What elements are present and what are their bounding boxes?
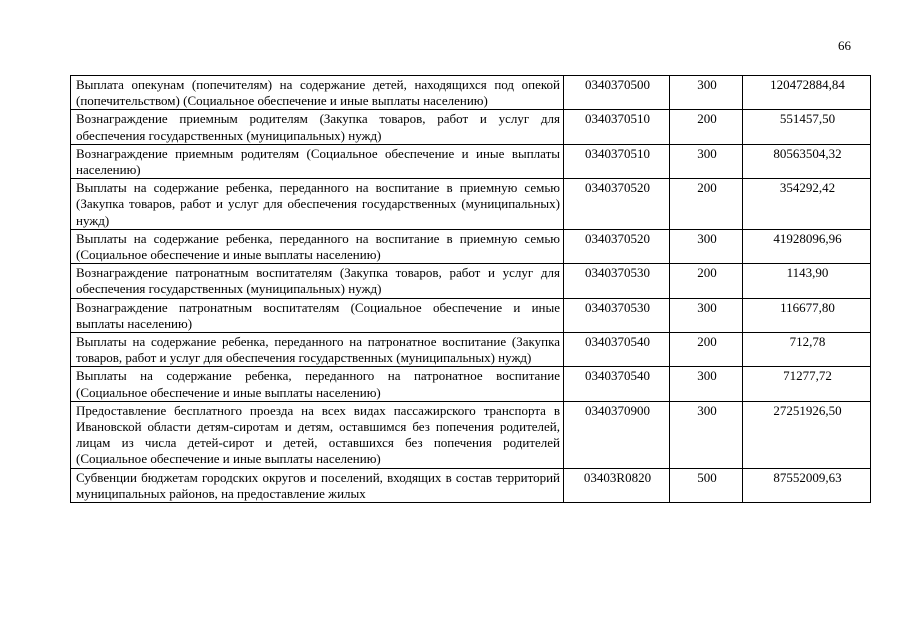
row-description: Предоставление бесплатного проезда на всех видах пассажирского транспорта в Ивановской области детям-сиротам и детям, оставшимся без попечения родителей, лицам из числа детей-сирот и детей, оставшихся без попечения родителей (Социальное обеспечение и иные выплаты населению) bbox=[71, 401, 564, 468]
row-description: Вознаграждение приемным родителям (Социальное обеспечение и иные выплаты населению) bbox=[71, 144, 564, 178]
table-row bbox=[71, 401, 871, 468]
row-description: Выплаты на содержание ребенка, переданного на патронатное воспитание (Социальное обеспечение и иные выплаты населению) bbox=[71, 367, 564, 401]
table-row bbox=[71, 298, 871, 332]
row-amount: 27251926,50 bbox=[743, 401, 871, 468]
row-expense-type: 300 bbox=[670, 144, 743, 178]
row-amount: 354292,42 bbox=[743, 179, 871, 230]
row-code: 0340370500 bbox=[564, 76, 670, 110]
row-amount: 41928096,96 bbox=[743, 229, 871, 263]
row-code: 0340370510 bbox=[564, 144, 670, 178]
row-expense-type: 200 bbox=[670, 264, 743, 298]
row-code: 0340370540 bbox=[564, 333, 670, 367]
row-amount: 80563504,32 bbox=[743, 144, 871, 178]
row-description: Выплаты на содержание ребенка, переданного на воспитание в приемную семью (Социальное обеспечение и иные выплаты населению) bbox=[71, 229, 564, 263]
row-expense-type: 200 bbox=[670, 179, 743, 230]
budget-table bbox=[70, 75, 871, 503]
row-expense-type: 300 bbox=[670, 229, 743, 263]
row-amount: 71277,72 bbox=[743, 367, 871, 401]
row-amount: 551457,50 bbox=[743, 110, 871, 144]
row-expense-type: 300 bbox=[670, 401, 743, 468]
row-description: Вознаграждение патронатным воспитателям (Закупка товаров, работ и услуг для обеспечения государственных (муниципальных) нужд) bbox=[71, 264, 564, 298]
table-row bbox=[71, 264, 871, 298]
row-code: 0340370900 bbox=[564, 401, 670, 468]
row-description: Выплаты на содержание ребенка, переданного на патронатное воспитание (Закупка товаров, работ и услуг для обеспечения государственных (муниципальных) нужд) bbox=[71, 333, 564, 367]
row-expense-type: 200 bbox=[670, 333, 743, 367]
row-amount: 712,78 bbox=[743, 333, 871, 367]
table-row bbox=[71, 229, 871, 263]
table-row bbox=[71, 468, 871, 502]
row-code: 0340370520 bbox=[564, 179, 670, 230]
row-amount: 116677,80 bbox=[743, 298, 871, 332]
row-code: 0340370520 bbox=[564, 229, 670, 263]
table-row bbox=[71, 333, 871, 367]
row-description: Выплаты на содержание ребенка, переданного на воспитание в приемную семью (Закупка товаров, работ и услуг для обеспечения государственных (муниципальных) нужд) bbox=[71, 179, 564, 230]
row-code: 03403R0820 bbox=[564, 468, 670, 502]
table-row bbox=[71, 144, 871, 178]
row-amount: 87552009,63 bbox=[743, 468, 871, 502]
row-code: 0340370530 bbox=[564, 264, 670, 298]
page-number: 66 bbox=[838, 38, 851, 53]
row-description: Выплата опекунам (попечителям) на содержание детей, находящихся под опекой (попечительством) (Социальное обеспечение и иные выплаты населению) bbox=[71, 76, 564, 110]
row-expense-type: 200 bbox=[670, 110, 743, 144]
table-row bbox=[71, 110, 871, 144]
row-amount: 1143,90 bbox=[743, 264, 871, 298]
row-amount: 120472884,84 bbox=[743, 76, 871, 110]
table-row bbox=[71, 367, 871, 401]
row-description-text: Субвенции бюджетам городских округов и поселений, входящих в состав территорий муниципальных районов, на предоставление жилых bbox=[76, 469, 560, 501]
table-row bbox=[71, 76, 871, 110]
row-description: Вознаграждение патронатным воспитателям (Социальное обеспечение и иные выплаты населению) bbox=[71, 298, 564, 332]
row-code: 0340370510 bbox=[564, 110, 670, 144]
row-expense-type: 500 bbox=[670, 468, 743, 502]
table-row bbox=[71, 179, 871, 230]
row-code: 0340370540 bbox=[564, 367, 670, 401]
row-description: Вознаграждение приемным родителям (Закупка товаров, работ и услуг для обеспечения государственных (муниципальных) нужд) bbox=[71, 110, 564, 144]
row-code: 0340370530 bbox=[564, 298, 670, 332]
row-expense-type: 300 bbox=[670, 76, 743, 110]
row-description bbox=[71, 468, 564, 502]
row-expense-type: 300 bbox=[670, 367, 743, 401]
row-expense-type: 300 bbox=[670, 298, 743, 332]
